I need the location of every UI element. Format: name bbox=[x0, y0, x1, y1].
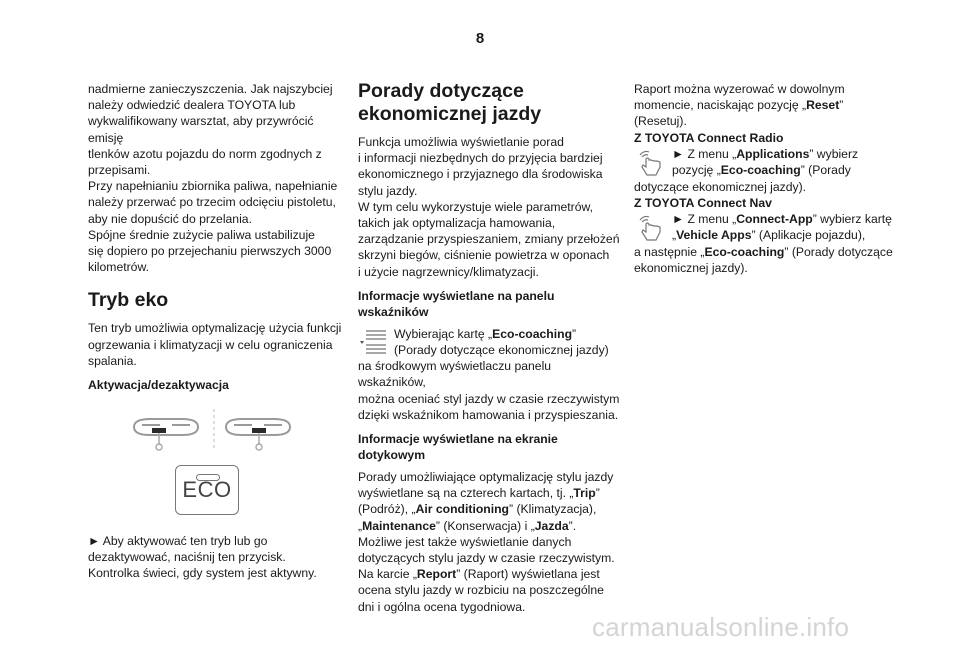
intro-line: należy odwiedzić dealera TOYOTA lub bbox=[88, 98, 296, 113]
touch-hand-icon bbox=[634, 212, 666, 244]
radio-line: pozycję „Eco-coaching” (Porady bbox=[672, 163, 851, 178]
activation-line: Kontrolka świeci, gdy system jest aktywny. bbox=[88, 566, 317, 581]
panel-line: można oceniać styl jazdy w czasie rzeczywistym bbox=[358, 391, 620, 406]
intro-line: kilometrów. bbox=[88, 260, 149, 275]
column-1 bbox=[88, 81, 348, 582]
eco-desc-line: Ten tryb umożliwia optymalizację użycia funkcji bbox=[88, 321, 342, 336]
eco-button[interactable] bbox=[175, 465, 239, 515]
screen-line: Możliwe jest także wyświetlanie danych bbox=[358, 534, 572, 549]
intro-line: aby nie dopuścić do przelania. bbox=[88, 211, 252, 226]
steering-wheel-left-icon bbox=[130, 411, 202, 451]
screen-line: wyświetlane są na czterech kartach, tj. „Trip” bbox=[358, 486, 600, 501]
touch-hand-icon bbox=[634, 147, 666, 179]
nav-line: „Vehicle Apps” (Aplikacje pojazdu), bbox=[672, 228, 866, 243]
column-3 bbox=[634, 81, 894, 277]
screen-line: Na karcie „Report” (Raport) wyświetlana jest bbox=[358, 567, 600, 582]
intro-line: przepisami. bbox=[88, 163, 151, 178]
radio-heading: Z TOYOTA Connect Radio bbox=[634, 130, 784, 145]
panel-heading: Informacje wyświetlane na panelu wskaźników bbox=[358, 288, 555, 319]
screen-line: (Podróż), „Air conditioning” (Klimatyzacja), bbox=[358, 502, 597, 517]
intro-line: wykwalifikowany warsztat, aby przywrócić emisję bbox=[88, 114, 314, 145]
intro-line: i użycie nagrzewnicy/klimatyzacji. bbox=[358, 264, 539, 279]
watermark: carmanualsonline.info bbox=[592, 612, 850, 642]
eco-mode-title: Tryb eko bbox=[88, 289, 169, 312]
nav-heading: Z TOYOTA Connect Nav bbox=[634, 196, 772, 211]
radio-line: dotyczące ekonomicznej jazdy). bbox=[634, 179, 807, 194]
radio-line: ► Z menu „Applications” wybierz bbox=[672, 146, 859, 161]
nav-instruction bbox=[634, 211, 894, 244]
intro-line: zarządzanie przyspieszaniem, zmiany przełożeń bbox=[358, 232, 620, 247]
nav-line: a następnie „Eco-coaching” (Porady dotyczące bbox=[634, 245, 893, 260]
intro-line: ekonomicznego i przyjaznego dla środowiska bbox=[358, 167, 603, 182]
screen-line: dotyczących stylu jazdy w czasie rzeczywistym. bbox=[358, 551, 615, 566]
reset-line: (Resetuj). bbox=[634, 114, 687, 129]
intro-line: Spójne średnie zużycie paliwa ustabilizuje bbox=[88, 227, 315, 242]
divider-dashed-line bbox=[212, 409, 216, 451]
intro-line: się dopiero po przejechaniu pierwszych 3000 bbox=[88, 244, 332, 259]
screen-line: ocena stylu jazdy w rozbiciu na poszczególne bbox=[358, 583, 604, 598]
reset-line: momencie, naciskając pozycję „Reset” bbox=[634, 98, 844, 113]
list-menu-icon bbox=[358, 327, 388, 357]
panel-line: (Porady dotyczące ekonomicznej jazdy) bbox=[394, 343, 609, 358]
intro-line: Przy napełnianiu zbiornika paliwa, napełnianie bbox=[88, 179, 338, 194]
intro-line: Funkcja umożliwia wyświetlanie porad bbox=[358, 135, 564, 149]
eco-button-illustration bbox=[88, 407, 348, 527]
activation-heading: Aktywacja/dezaktywacja bbox=[88, 378, 229, 393]
column-2 bbox=[358, 80, 620, 615]
page-number: 8 bbox=[475, 30, 485, 47]
intro-line: skrzyni biegów, ciśnienie powietrza w oponach bbox=[358, 248, 610, 263]
title-line: Porady dotyczące bbox=[358, 80, 524, 102]
screen-heading: Informacje wyświetlane na ekranie dotykowym bbox=[358, 432, 558, 463]
title-line: ekonomicznej jazdy bbox=[358, 103, 542, 125]
intro-line: W tym celu wykorzystuje wiele parametrów, bbox=[358, 199, 594, 214]
eco-desc-line: ogrzewania i klimatyzacji w celu ograniczenia bbox=[88, 337, 333, 352]
eco-desc-line: spalania. bbox=[88, 353, 137, 368]
intro-line: takich jak optymalizacja hamowania, bbox=[358, 216, 556, 231]
activation-line: ► Aby aktywować ten tryb lub go bbox=[88, 534, 268, 549]
panel-info bbox=[358, 326, 620, 358]
intro-line: należy przerwać po trzecim odcięciu pistoletu, bbox=[88, 195, 336, 210]
intro-line: nadmierne zanieczyszczenia. Jak najszybciej bbox=[88, 82, 333, 96]
intro-line: i informacji niezbędnych do przyjęcia bardziej bbox=[358, 151, 603, 166]
panel-line: Wybierając kartę „Eco-coaching” bbox=[394, 326, 577, 341]
intro-line: stylu jazdy. bbox=[358, 183, 418, 198]
steering-wheel-right-icon bbox=[222, 411, 294, 451]
nav-line: ekonomicznej jazdy). bbox=[634, 261, 748, 276]
radio-instruction bbox=[634, 146, 894, 179]
screen-line: Porady umożliwiające optymalizację stylu jazdy bbox=[358, 470, 614, 485]
eco-button-label: ECO bbox=[182, 477, 232, 503]
screen-line: „Maintenance” (Konserwacja) i „Jazda”. bbox=[358, 518, 577, 533]
screen-line: dni i ogólna ocena tygodniowa. bbox=[358, 599, 526, 614]
panel-line: na środkowym wyświetlaczu panelu wskaźników, bbox=[358, 359, 552, 390]
activation-line: dezaktywować, naciśnij ten przycisk. bbox=[88, 550, 286, 565]
intro-line: tlenków azotu pojazdu do norm zgodnych z bbox=[88, 146, 322, 161]
reset-line: Raport można wyzerować w dowolnym bbox=[634, 82, 845, 96]
panel-line: dzięki wskaźnikom hamowania i przyspieszania. bbox=[358, 407, 619, 422]
eco-coaching-title bbox=[358, 80, 620, 126]
nav-line: ► Z menu „Connect-App” wybierz kartę bbox=[672, 212, 892, 227]
